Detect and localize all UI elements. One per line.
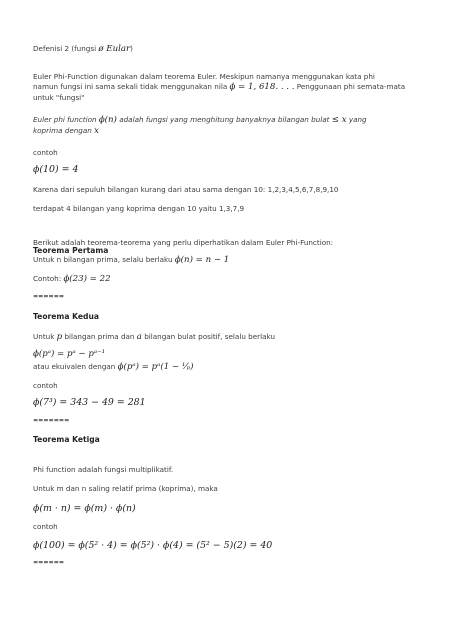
definition-example-text1: Karena dari sepuluh bilangan kurang dari atau sama dengan 10: 1,2,3,4,5,6,7,8,9,10	[33, 185, 339, 194]
theorem3-text1: Phi function adalah fungsi multiplikatif.	[33, 465, 174, 474]
theorem1-example-label: Contoh:	[33, 274, 64, 283]
theorem1-separator: ======	[33, 293, 65, 300]
definition-math-x: x	[94, 126, 99, 136]
theorem3-example-math: ϕ(100) = ϕ(5² · 4) = ϕ(5²) · ϕ(4) = (5² − 5)(2) = 40	[33, 540, 273, 551]
definition-text-c: yang	[346, 115, 367, 124]
theorem1-statement	[33, 255, 229, 265]
theorem2-text-c: bilangan bulat positif, selalu berlaku	[141, 332, 275, 341]
definition-text-b: adalah fungsi yang menghitung banyaknya bilangan bulat	[116, 115, 332, 124]
para1-line2-text-a: namun fungsi ini sama sekali tidak menggunakan nila	[33, 82, 230, 91]
definition-line2	[33, 126, 99, 136]
theorem2-separator: =======	[33, 417, 70, 424]
definition-title	[33, 44, 133, 54]
para1-line2	[33, 82, 405, 92]
theorem2-math-a: a	[136, 332, 142, 342]
theorems-intro: Berikut adalah teorema-teorema yang perlu diperhatikan dalam Euler Phi-Function:	[33, 238, 334, 247]
theorem2-example-math: ϕ(7³) = 343 − 49 = 281	[33, 397, 146, 408]
theorem3-text2: Untuk m dan n saling relatif prima (koprima), maka	[33, 484, 218, 493]
theorem3-heading: Teorema Ketiga	[33, 435, 100, 444]
definition-example-math: ϕ(10) = 4	[33, 164, 79, 175]
definition-title-suffix: )	[130, 44, 133, 53]
definition-line1	[33, 115, 367, 125]
theorem2-equivalent	[33, 362, 194, 372]
theorem2-heading: Teorema Kedua	[33, 312, 99, 321]
definition-math-phi-n: ϕ(n)	[98, 115, 117, 125]
definition-math-leq-x: ≤ x	[331, 115, 347, 125]
theorem2-formula1: ϕ(pᵃ) = pᵃ − pᵃ⁻¹	[33, 349, 106, 359]
theorem3-formula: ϕ(m · n) = ϕ(m) · ϕ(n)	[33, 503, 136, 514]
theorem1-heading: Teorema Pertama	[33, 246, 109, 255]
para1-line2-text-b: Penggunaan phi semata-mata	[294, 82, 406, 91]
theorem2-math-p: p	[56, 332, 63, 342]
theorem3-example-label: contoh	[33, 522, 58, 531]
theorem3-separator: ======	[33, 559, 65, 566]
definition-text-a: Euler phi function	[33, 115, 99, 124]
theorem1-example	[33, 274, 111, 284]
definition-text-d: koprima dengan	[33, 126, 95, 135]
theorem2-text-b: bilangan prima dan	[62, 332, 137, 341]
para1-math: ϕ = 1, 618. . . .	[229, 82, 295, 92]
theorem1-text: Untuk n bilangan prima, selalu berlaku	[33, 255, 175, 264]
definition-title-symbol: ø Eular	[98, 44, 131, 54]
theorem2-statement	[33, 332, 275, 342]
theorem2-text-a: Untuk	[33, 332, 57, 341]
theorem2-formula2: ϕ(pᵃ) = pᵃ(1 − ¹⁄ₚ)	[117, 362, 194, 372]
definition-example-label: contoh	[33, 148, 58, 157]
theorem2-equiv-text: atau ekuivalen dengan	[33, 362, 118, 371]
theorem2-example-label: contoh	[33, 381, 58, 390]
para1-line1: Euler Phi-Function digunakan dalam teorema Euler. Meskipun namanya menggunakan kata phi	[33, 72, 375, 81]
definition-example-text2: terdapat 4 bilangan yang koprima dengan 10 yaitu 1,3,7,9	[33, 204, 245, 213]
definition-title-prefix: Defenisi 2 (fungsi	[33, 44, 99, 53]
theorem1-math: ϕ(n) = n − 1	[174, 255, 230, 265]
theorem1-example-math: ϕ(23) = 22	[63, 274, 111, 284]
para1-line3: untuk "fungsi"	[33, 93, 85, 102]
